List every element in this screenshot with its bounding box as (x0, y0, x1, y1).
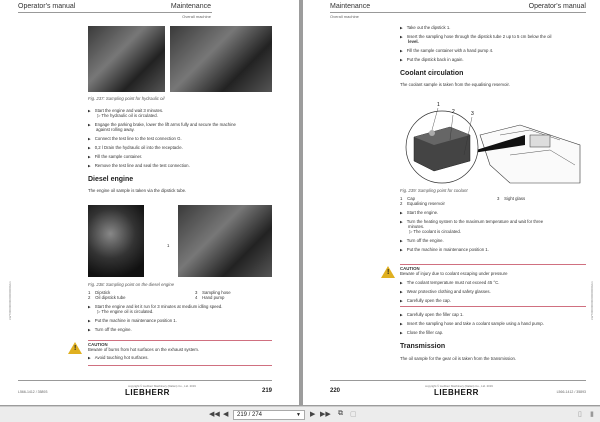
legend-item: 2 Equalising reservoir (400, 201, 445, 206)
single-page-view-icon[interactable]: ▢ (350, 411, 357, 418)
step: ▶ Put the machine in maintenance position 1. (88, 318, 177, 325)
step: ▶ Turn the heating system to the maximum temperature and wait for three (400, 219, 543, 226)
step: ▶ Engage the parking brake, lower the lift arms fully and secure the machine (88, 122, 236, 129)
result: ▷ The engine oil is circulated. (97, 309, 154, 314)
step-cont: level. (408, 39, 419, 44)
liebherr-logo: LIEBHERR (125, 388, 170, 397)
callout: 3 (471, 111, 474, 117)
photo-hand-pump (178, 205, 272, 277)
step: ▶ Insert the sampling hose and take a coolant sample using a hand pump. (400, 321, 544, 328)
legend-item: 1 Dipstick (88, 290, 111, 295)
right-page (303, 0, 600, 405)
callout: 2 (452, 109, 455, 115)
callout: 1 (167, 243, 170, 248)
step: ▶ Take out the dipstick 1. (400, 25, 450, 32)
caution-step: ▶ The coolant temperature must not exceed 45 °C. (400, 280, 499, 287)
page-number: 219 (262, 388, 273, 394)
caution-step: ▶ Carefully open the cap. (400, 298, 451, 305)
step: ▶ Turn off the engine. (400, 238, 444, 245)
legend-item: 4 Hand pump (195, 295, 225, 300)
fig-caption: Fig. 239: Sampling point for coolant (400, 188, 468, 193)
step: ▶ Put the dipstick back in again. (400, 57, 464, 64)
legend-item: 3 Sight glass (497, 196, 526, 201)
result: ▷ The coolant is circulated. (409, 229, 461, 234)
previous-page-icon[interactable]: ◀ (223, 411, 229, 418)
legend-item: 3 Sampling hose (195, 290, 231, 295)
step: ▶ Remove the test line and seal the test connection. (88, 163, 190, 170)
step: ▶ Start the engine. (400, 210, 438, 217)
step: ▶ Fill the sample container. (88, 154, 142, 161)
header-right: Maintenance (170, 3, 211, 10)
fig-caption: Fig. 237: Sampling point for hydraulic oil (88, 96, 165, 101)
fit-page-icon[interactable]: ▮ (590, 411, 594, 418)
fig-caption: Fig. 238: Sampling point on the diesel engine (88, 282, 174, 287)
legend-item: 1 Cap (400, 196, 416, 201)
result: ▷ The hydraulic oil is circulated. (97, 113, 158, 118)
intro: The coolant sample is taken from the equalising reservoir. (400, 82, 510, 87)
next-page-icon[interactable]: ▶ (310, 411, 316, 418)
warning-icon: ! (68, 342, 82, 354)
callout: 1 (437, 102, 440, 108)
side-text: LWT/00000000/00000000/en (8, 281, 12, 320)
step: ▶ Turn off the engine. (88, 327, 132, 334)
liebherr-logo: LIEBHERR (434, 388, 479, 397)
heading: Diesel engine (88, 176, 134, 183)
caution-step: ▶ Avoid touching hot surfaces. (88, 355, 149, 362)
step: ▶ Connect the test line to the test connection G. (88, 136, 182, 143)
chevron-down-icon: ▼ (296, 412, 301, 418)
photo-hydraulic-1 (88, 26, 165, 92)
caution-text: Beware of injury due to coolant escaping under pressure (400, 271, 508, 276)
photo-dipstick (88, 205, 144, 277)
step-cont: minutes. (408, 224, 425, 229)
two-page-view-icon[interactable]: ⧉ (338, 410, 343, 417)
doc-id: L566-1412 / 35893 (18, 390, 48, 394)
photo-hydraulic-2 (170, 26, 272, 92)
text: The oil sample for the gear oil is taken from the transmission. (400, 356, 517, 361)
heading: Transmission (400, 343, 446, 350)
doc-id: L566-1412 / 35893 (556, 390, 586, 394)
step-cont: against rolling away. (96, 127, 135, 132)
warning-icon: ! (381, 266, 395, 278)
side-text: LWT/00000000/00000000/en (590, 281, 594, 320)
step: ▶ Put the machine in maintenance position 1. (400, 247, 489, 254)
header-left: Maintenance (330, 3, 371, 10)
first-page-icon[interactable]: ◀◀ (209, 411, 220, 418)
caution-title: CAUTION (400, 266, 420, 271)
section-label: Overall machine (182, 14, 211, 19)
page-number-input[interactable]: 219 / 274 ▼ (233, 410, 305, 420)
header-right: Operator's manual (528, 3, 586, 10)
step: ▶ Fill the sample container with a hand pump 4. (400, 48, 493, 55)
section-label: Overall machine (330, 14, 359, 19)
intro: The engine oil sample is taken via the dipstick tube. (88, 188, 187, 193)
caution-title: CAUTION (88, 342, 108, 347)
page-number: 220 (330, 388, 341, 394)
caution-text: Beware of burns from hot surfaces on the exhaust system. (88, 347, 200, 352)
step: ▶ 0,2 l Drain the hydraulic oil into the receptacle. (88, 145, 183, 152)
copyright: copyright © Liebherr Machinery (Dalian) Co., Ltd. 2019 (425, 384, 493, 388)
step: ▶ Close the filler cap. (400, 330, 443, 337)
last-page-icon[interactable]: ▶▶ (320, 411, 331, 418)
step: ▶ Start the engine and let it run for 3 minutes at medium idling speed. (88, 304, 223, 311)
fit-width-icon[interactable]: ▯ (578, 411, 582, 418)
step: ▶ Carefully open the filler cap 1. (400, 312, 464, 319)
copyright: copyright © Liebherr Machinery (Dalian) Co., Ltd. 2019 (128, 384, 196, 388)
left-page (0, 0, 299, 405)
legend-item: 2 Oil dipstick tube (88, 295, 126, 300)
caution-step: ▶ Wear protective clothing and safety glasses. (400, 289, 491, 296)
step: ▶ Insert the sampling hose through the dipstick tube 2 up to 5 cm below the oil (400, 34, 551, 41)
step: ▶ Start the engine and wait 3 minutes. (88, 108, 163, 115)
header-left: Operator's manual (18, 3, 76, 10)
viewer-toolbar (0, 406, 600, 422)
heading: Coolant circulation (400, 70, 464, 77)
coolant-reservoir-diagram (400, 95, 582, 187)
